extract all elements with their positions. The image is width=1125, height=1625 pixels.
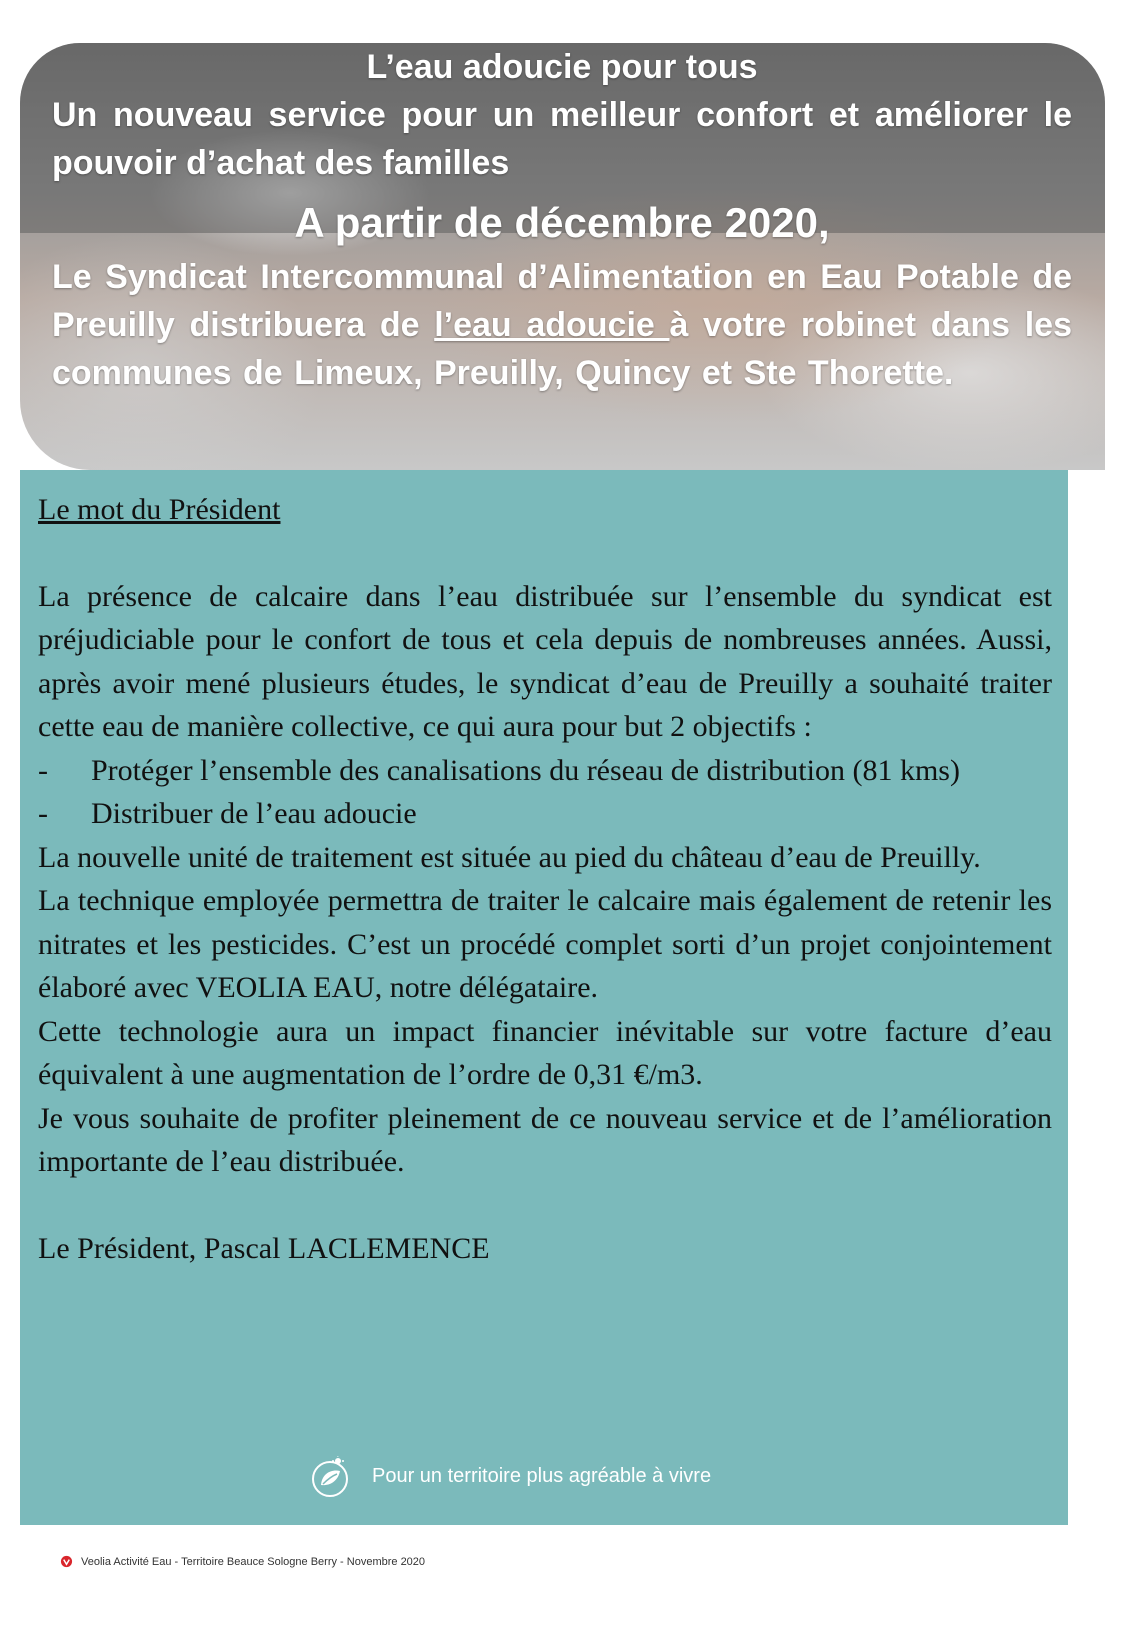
bullet-item bbox=[38, 792, 1052, 836]
bullet-text: Protéger l’ensemble des canalisations du réseau de distribution (81 kms) bbox=[91, 753, 960, 787]
header-text bbox=[52, 43, 1072, 397]
bullet-text: Distribuer de l’eau adoucie bbox=[91, 797, 417, 830]
slogan: Pour un territoire plus agréable à vivre bbox=[372, 1465, 712, 1487]
message-content bbox=[38, 488, 1052, 1270]
bullet-dash: - bbox=[38, 797, 48, 830]
header-title: L’eau adoucie pour tous bbox=[366, 48, 758, 86]
paragraph-2: La nouvelle unité de traitement est située au pied du château d’eau de Preuilly. bbox=[38, 840, 981, 874]
header-date: A partir de décembre 2020, bbox=[294, 199, 830, 246]
paragraph-1: La présence de calcaire dans l’eau distribuée sur l’ensemble du syndicat est préjudiciable pour le confort de tous et cela depuis de nombreuses années. Aussi, après avoir mené plusieurs études, le syndicat d’eau de Preuilly a souhaité traiter cette eau de manière collective, ce qui aura pour but 2 objectifs : bbox=[38, 579, 1052, 743]
header-announcement bbox=[52, 253, 1072, 397]
bullet-item bbox=[38, 749, 1052, 793]
bullet-dash: - bbox=[38, 753, 48, 787]
leaf-logo-icon bbox=[308, 1455, 352, 1499]
announcement-part-2: à votre robinet dans les communes de Limeux, Preuilly, Quincy et Ste Thorette. bbox=[52, 306, 1073, 392]
veolia-logo-icon bbox=[60, 1555, 73, 1568]
paragraph-5: Je vous souhaite de profiter pleinement de ce nouveau service et de l’amélioration importante de l’eau distribuée. bbox=[38, 1101, 1052, 1178]
footer-text: Veolia Activité Eau - Territoire Beauce Sologne Berry - Novembre 2020 bbox=[81, 1555, 426, 1568]
announcement-part-1: Le Syndicat Intercommunal d’Alimentation en Eau Potable de Preuilly distribuera de bbox=[52, 258, 1072, 344]
president-message-panel bbox=[20, 470, 1068, 1525]
header-subtitle: Un nouveau service pour un meilleur confort et améliorer le pouvoir d’achat des familles bbox=[52, 96, 1072, 182]
announcement-underlined: l’eau adoucie bbox=[434, 306, 670, 344]
paragraph-3: La technique employée permettra de traiter le calcaire mais également de retenir les nitrates et les pesticides. C’est un procédé complet sorti d’un projet conjointement élaboré avec VEOLIA EAU, notre délégataire. bbox=[38, 884, 1052, 1004]
paragraph-4: Cette technologie aura un impact financier inévitable sur votre facture d’eau équivalent à une augmentation de l’ordre de 0,31 €/m3. bbox=[38, 1014, 1052, 1091]
header-photo-banner bbox=[20, 43, 1105, 470]
signature: Le Président, Pascal LACLEMENCE bbox=[38, 1231, 490, 1265]
section-title: Le mot du Président bbox=[38, 493, 281, 526]
footer bbox=[60, 1555, 425, 1568]
